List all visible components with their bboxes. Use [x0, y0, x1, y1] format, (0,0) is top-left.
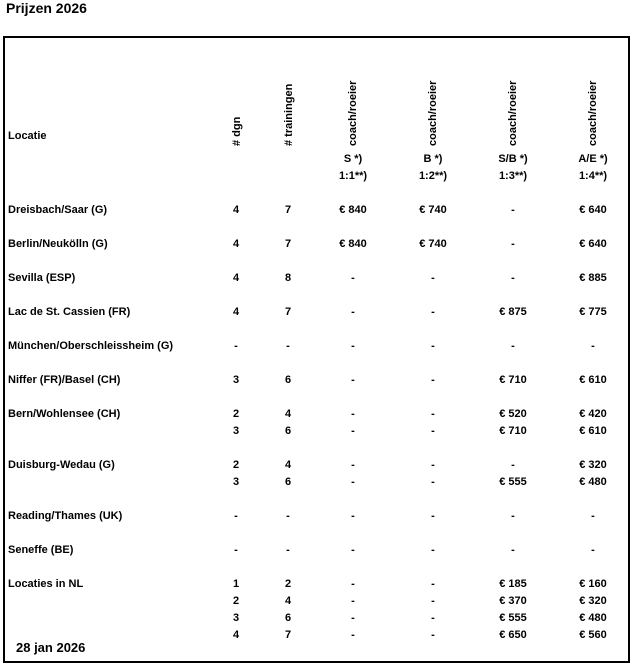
cell-price-ae: € 160: [579, 578, 607, 590]
cell-locatie: Berlin/Neukölln (G): [8, 238, 108, 250]
cell-dgn: 1: [232, 578, 240, 590]
cell-dgn: -: [234, 510, 238, 522]
cell-trainingen: 7: [284, 306, 292, 318]
cell-price-b: -: [431, 629, 435, 641]
header-trainingen: # trainingen: [283, 83, 295, 146]
cell-price-s: -: [351, 272, 355, 284]
cell-price-ae: € 320: [579, 595, 607, 607]
cell-price-ae: € 640: [579, 238, 607, 250]
cell-price-s: -: [351, 408, 355, 420]
cell-price-sb: € 370: [499, 595, 527, 607]
cell-price-sb: -: [511, 272, 515, 284]
cell-price-sb: € 875: [499, 306, 527, 318]
cell-price-b: -: [431, 459, 435, 471]
header-col-b-line2: 1:2**): [418, 170, 448, 182]
header-dgn: # dgn: [231, 116, 243, 146]
cell-locatie: Seneffe (BE): [8, 544, 74, 556]
cell-price-ae: € 560: [579, 629, 607, 641]
cell-dgn: 3: [232, 374, 240, 386]
header-col-s-vertical: coach/roeier: [347, 80, 359, 146]
cell-locatie: Bern/Wohlensee (CH): [8, 408, 121, 420]
header-col-sb-line1: S/B *): [498, 153, 528, 165]
cell-trainingen: 7: [284, 204, 292, 216]
cell-price-sb: € 710: [499, 425, 527, 437]
cell-price-s: -: [351, 578, 355, 590]
header-col-b-line1: B *): [423, 153, 443, 165]
cell-dgn: 3: [232, 476, 240, 488]
cell-price-s: -: [351, 425, 355, 437]
cell-price-ae: € 480: [579, 476, 607, 488]
cell-price-sb: € 520: [499, 408, 527, 420]
cell-dgn: 4: [232, 238, 240, 250]
cell-price-sb: € 650: [499, 629, 527, 641]
cell-price-ae: € 775: [579, 306, 607, 318]
cell-trainingen: 6: [284, 374, 292, 386]
cell-price-sb: € 555: [499, 612, 527, 624]
cell-price-sb: -: [511, 238, 515, 250]
cell-locatie: Lac de St. Cassien (FR): [8, 306, 131, 318]
cell-locatie: Niffer (FR)/Basel (CH): [8, 374, 121, 386]
cell-dgn: -: [234, 544, 238, 556]
cell-price-sb: € 710: [499, 374, 527, 386]
cell-dgn: 4: [232, 272, 240, 284]
cell-price-s: -: [351, 459, 355, 471]
cell-price-s: € 840: [339, 204, 367, 216]
cell-trainingen: 6: [284, 425, 292, 437]
cell-price-b: € 740: [419, 204, 447, 216]
cell-locatie: Dreisbach/Saar (G): [8, 204, 108, 216]
cell-price-b: -: [431, 374, 435, 386]
cell-price-ae: € 610: [579, 425, 607, 437]
header-col-s-line2: 1:1**): [338, 170, 368, 182]
cell-locatie: München/Oberschleissheim (G): [8, 340, 174, 352]
cell-price-s: -: [351, 476, 355, 488]
cell-locatie: Locaties in NL: [8, 578, 84, 590]
header-col-sb-line2: 1:3**): [498, 170, 528, 182]
cell-dgn: 4: [232, 204, 240, 216]
cell-price-ae: -: [591, 340, 595, 352]
cell-price-b: € 740: [419, 238, 447, 250]
cell-price-b: -: [431, 425, 435, 437]
cell-price-ae: € 480: [579, 612, 607, 624]
cell-dgn: 4: [232, 306, 240, 318]
page-title: Prijzen 2026: [6, 0, 87, 16]
cell-dgn: 4: [232, 629, 240, 641]
cell-price-ae: € 640: [579, 204, 607, 216]
cell-trainingen: 4: [284, 408, 292, 420]
cell-dgn: 3: [232, 612, 240, 624]
cell-price-ae: € 320: [579, 459, 607, 471]
cell-price-s: -: [351, 544, 355, 556]
cell-price-b: -: [431, 272, 435, 284]
cell-price-sb: -: [511, 204, 515, 216]
cell-trainingen: -: [286, 510, 290, 522]
cell-locatie: Reading/Thames (UK): [8, 510, 123, 522]
cell-trainingen: 6: [284, 476, 292, 488]
cell-price-s: -: [351, 595, 355, 607]
cell-price-s: -: [351, 306, 355, 318]
cell-locatie: Duisburg-Wedau (G): [8, 459, 115, 471]
cell-dgn: 3: [232, 425, 240, 437]
cell-locatie: Sevilla (ESP): [8, 272, 76, 284]
cell-price-b: -: [431, 408, 435, 420]
cell-price-sb: -: [511, 510, 515, 522]
cell-price-b: -: [431, 510, 435, 522]
cell-trainingen: 6: [284, 612, 292, 624]
cell-price-ae: € 885: [579, 272, 607, 284]
header-col-b-vertical: coach/roeier: [427, 80, 439, 146]
header-col-ae-vertical: coach/roeier: [587, 80, 599, 146]
cell-price-s: -: [351, 510, 355, 522]
header-col-s-line1: S *): [343, 153, 363, 165]
cell-price-b: -: [431, 544, 435, 556]
cell-trainingen: 2: [284, 578, 292, 590]
cell-dgn: 2: [232, 595, 240, 607]
footer-date: 28 jan 2026: [16, 640, 86, 655]
cell-trainingen: -: [286, 340, 290, 352]
cell-trainingen: 4: [284, 459, 292, 471]
cell-price-sb: € 185: [499, 578, 527, 590]
header-col-ae-line1: A/E *): [578, 153, 608, 165]
cell-price-b: -: [431, 306, 435, 318]
cell-trainingen: 4: [284, 595, 292, 607]
cell-price-s: -: [351, 629, 355, 641]
cell-price-s: -: [351, 374, 355, 386]
cell-price-b: -: [431, 612, 435, 624]
cell-price-sb: € 555: [499, 476, 527, 488]
cell-price-s: € 840: [339, 238, 367, 250]
cell-trainingen: 7: [284, 629, 292, 641]
cell-dgn: 2: [232, 408, 240, 420]
cell-price-sb: -: [511, 544, 515, 556]
cell-price-ae: -: [591, 544, 595, 556]
header-col-sb-vertical: coach/roeier: [507, 80, 519, 146]
cell-price-b: -: [431, 476, 435, 488]
cell-price-sb: -: [511, 340, 515, 352]
header-col-ae-line2: 1:4**): [578, 170, 608, 182]
cell-price-s: -: [351, 612, 355, 624]
cell-price-ae: € 420: [579, 408, 607, 420]
cell-price-s: -: [351, 340, 355, 352]
cell-price-ae: € 610: [579, 374, 607, 386]
cell-price-b: -: [431, 578, 435, 590]
cell-trainingen: 8: [284, 272, 292, 284]
cell-trainingen: 7: [284, 238, 292, 250]
cell-dgn: -: [234, 340, 238, 352]
cell-price-sb: -: [511, 459, 515, 471]
cell-trainingen: -: [286, 544, 290, 556]
header-locatie: Locatie: [8, 130, 47, 142]
cell-dgn: 2: [232, 459, 240, 471]
cell-price-b: -: [431, 340, 435, 352]
cell-price-ae: -: [591, 510, 595, 522]
cell-price-b: -: [431, 595, 435, 607]
